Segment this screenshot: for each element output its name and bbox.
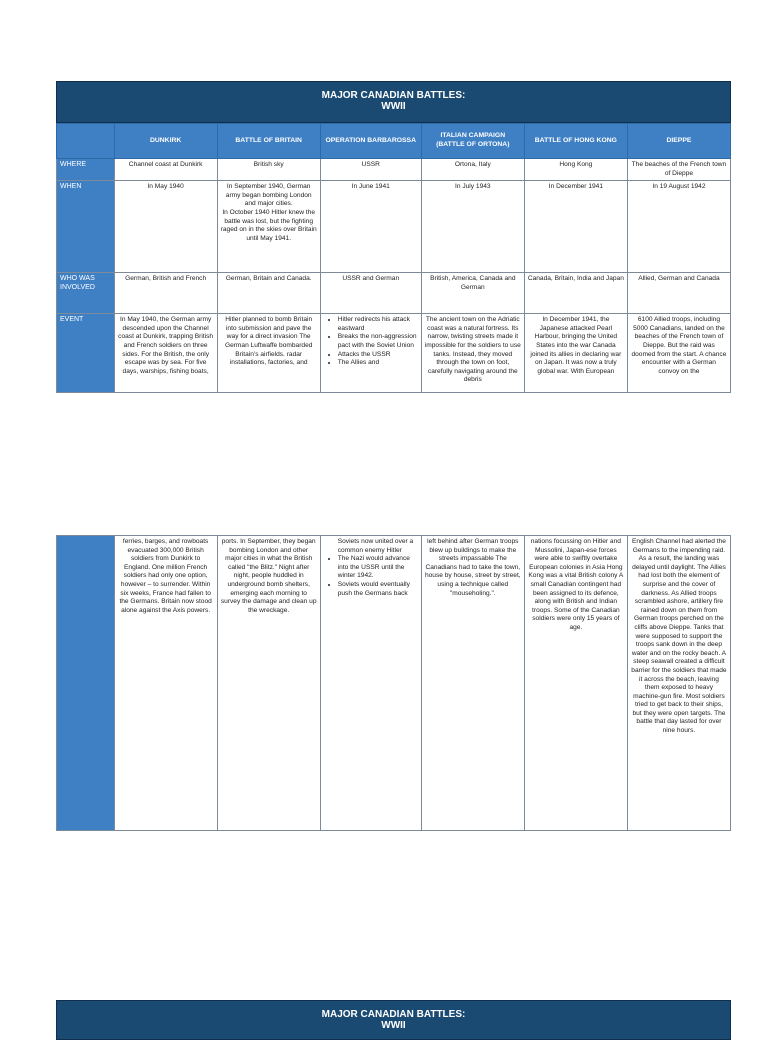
event-hong-kong: In December 1941, the Japanese attacked Pearl Harbour, bringing the United States into the war Canada joined its allies in declaring war on Japan. It was now a truly global war. With European <box>524 314 627 393</box>
event-italian-campaign: The ancient town on the Adriatic coast was a natural fortress. Its narrow, twisting streets made it impossible for the soldiers to use tanks. Instead, they moved through the town on foot, carefully navigating around the debris <box>421 314 524 393</box>
who-row <box>57 273 731 314</box>
where-battle-of-britain: British sky <box>217 159 320 181</box>
table-title-repeat <box>56 1000 731 1040</box>
when-dunkirk: In May 1940 <box>114 181 217 273</box>
battles-table-page-1 <box>56 81 731 393</box>
cont-hong-kong: nations focussing on Hitler and Mussolini, Japan-ese forces were able to swiftly overtake European colonies in Asia Hong Kong was a vital British colony A small Canadian contingent had been assigned to its defence, along with British and Indian troops. Some of the Canadian soldiers were only 15 years of age. <box>524 536 627 831</box>
list-item: • Soviets would eventually push the Germans back <box>338 581 418 598</box>
where-barbarossa: USSR <box>320 159 421 181</box>
event-dieppe: 6100 Allied troops, including 5000 Canadians, landed on the beaches of the French town of Dieppe. But the raid was doomed from the start. A chance encounter with a German convoy on the <box>627 314 730 393</box>
where-dieppe: The beaches of the French town of Dieppe <box>627 159 730 181</box>
col-header-dunkirk: DUNKIRK <box>114 124 217 159</box>
who-barbarossa: USSR and German <box>320 273 421 314</box>
who-italian-campaign: British, America, Canada and German <box>421 273 524 314</box>
barbarossa-cont-lead: Soviets now united over a common enemy Hitler <box>337 538 414 554</box>
list-item: • Breaks the non-aggression pact with the Soviet Union <box>338 333 418 350</box>
title-line-1: MAJOR CANADIAN BATTLES: <box>321 90 466 101</box>
row-label-event: EVENT <box>57 314 115 393</box>
row-label-who: WHO WAS INVOLVED <box>57 273 115 314</box>
who-dunkirk: German, British and French <box>114 273 217 314</box>
barbarossa-bullet-list <box>324 316 418 368</box>
where-hong-kong: Hong Kong <box>524 159 627 181</box>
where-dunkirk: Channel coast at Dunkirk <box>114 159 217 181</box>
battles-table-page-2 <box>56 535 731 831</box>
when-battle-of-britain: In September 1940, German army began bombing London and major cities. In October 1940 Hitler knew the battle was lost, but the fighting raged on in the skies over Britain until May 1941. <box>217 181 320 273</box>
row-label-when: WHEN <box>57 181 115 273</box>
event-row-continued <box>57 536 731 831</box>
who-hong-kong: Canada, Britain, India and Japan <box>524 273 627 314</box>
when-barbarossa: In June 1941 <box>320 181 421 273</box>
corner-cell <box>57 124 115 159</box>
who-battle-of-britain: German, Britain and Canada. <box>217 273 320 314</box>
battles-table <box>56 123 731 393</box>
battles-table-continued <box>56 535 731 831</box>
when-dieppe: In 19 August 1942 <box>627 181 730 273</box>
cont-dieppe: English Channel had alerted the Germans to the impending raid. As a result, the landing was delayed until daylight. The Allies had lost both the element of surprise and the cover of darkness. As Allied troops scrambled ashore, artillery fire rained down on them from German troops perched on the cliffs above Dieppe. Tanks that were supposed to support the troops sank down in the deep water and on the rocky beach. A steep seawall created a difficult barrier for the soldiers that made it across the beach, leaving them exposed to heavy machine-gun fire. Most soldiers tried to get back to their ships, but they were open targets. The battle that day lasted for over nine hours. <box>627 536 730 831</box>
list-item: • The Allies and <box>338 359 418 368</box>
event-battle-of-britain: Hitler planned to bomb Britain into submission and pave the way for a direct invasion The German Luftwaffe bombarded Britain's airfields. radar installations, factories, and <box>217 314 320 393</box>
italian-campaign-line-2: (BATTLE OF ORTONA) <box>436 141 510 148</box>
col-header-italian-campaign <box>421 124 524 159</box>
column-header-row <box>57 124 731 159</box>
col-header-battle-of-britain: BATTLE OF BRITAIN <box>217 124 320 159</box>
event-row <box>57 314 731 393</box>
list-item: • Hitler redirects his attack eastward <box>338 316 418 333</box>
title-line-2: WWII <box>381 101 406 112</box>
cont-battle-of-britain: ports. In September, they began bombing London and other major cities in what the British called "the Blitz." Night after night, people huddled in underground bomb shelters, emerging each morning to survey the damage and clean up the wreckage. <box>217 536 320 831</box>
barbarossa-cont-bullet-list <box>324 555 418 598</box>
col-header-battle-of-hong-kong: BATTLE OF HONG KONG <box>524 124 627 159</box>
italian-campaign-line-1: ITALIAN CAMPAIGN <box>440 132 506 140</box>
when-hong-kong: In December 1941 <box>524 181 627 273</box>
cont-barbarossa <box>320 536 421 831</box>
table-title <box>56 81 731 123</box>
row-label-where: WHERE <box>57 159 115 181</box>
event-barbarossa <box>320 314 421 393</box>
where-row <box>57 159 731 181</box>
when-row <box>57 181 731 273</box>
cont-italian-campaign: left behind after German troops blew up buildings to make the streets impassable The Canadians had to take the town, house by house, street by street, using a technique called "mouseholing.". <box>421 536 524 831</box>
when-italian-campaign: In July 1943 <box>421 181 524 273</box>
who-dieppe: Allied, German and Canada <box>627 273 730 314</box>
cont-dunkirk: ferries, barges, and rowboats evacuated 300,000 British soldiers from Dunkirk to England. One million French soldiers had only one option, however – to surrender. Within six weeks, France had fallen to the Germans. Britain now stood alone against the Axis powers. <box>114 536 217 831</box>
where-italian-campaign: Ortona, Italy <box>421 159 524 181</box>
row-label-continued <box>57 536 115 831</box>
battles-table-page-3 <box>56 1000 731 1031</box>
title-line-1-repeat: MAJOR CANADIAN BATTLES: <box>321 1009 466 1020</box>
col-header-operation-barbarossa: OPERATION BARBAROSSA <box>320 124 421 159</box>
col-header-dieppe: DIEPPE <box>627 124 730 159</box>
event-dunkirk: In May 1940, the German army descended upon the Channel coast at Dunkirk, trapping British and French soldiers on three sides. For the British, the only escape was by sea. For five days, warships, fishing boats, <box>114 314 217 393</box>
title-line-2-repeat: WWII <box>381 1020 406 1031</box>
list-item: • Attacks the USSR <box>338 351 418 360</box>
list-item: • The Nazi would advance into the USSR until the winter 1942. <box>338 555 418 581</box>
